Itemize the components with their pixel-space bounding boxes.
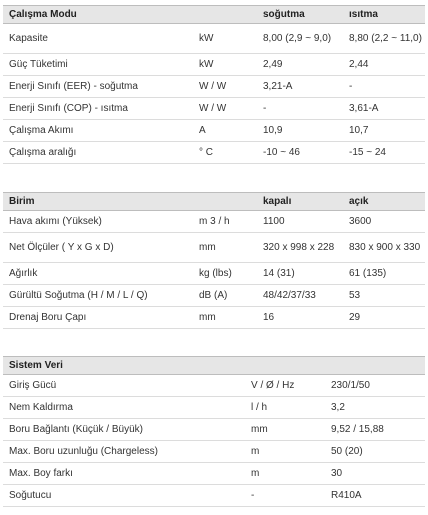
table-row: [3, 98, 425, 120]
header-cell: açık: [343, 193, 425, 211]
row-value: -15 ~ 24: [343, 142, 425, 164]
row-value: 50 (20): [325, 441, 425, 463]
row-unit: A: [193, 120, 257, 142]
header-cell: Çalışma Modu: [3, 6, 193, 24]
row-label: Max. Boru uzunluğu (Chargeless): [3, 441, 245, 463]
row-value: 3,2: [325, 397, 425, 419]
row-value: 230/1/50: [325, 375, 425, 397]
row-unit: kW: [193, 54, 257, 76]
row-value: R410A: [325, 485, 425, 507]
row-value: 61 (135): [343, 263, 425, 285]
header-cell: ısıtma: [343, 6, 425, 24]
row-label: Kapasite: [3, 24, 193, 54]
row-unit: W / W: [193, 98, 257, 120]
row-label: Net Ölçüler ( Y x G x D): [3, 233, 193, 263]
table-row: [3, 263, 425, 285]
table-row: [3, 419, 425, 441]
row-value: -10 ~ 46: [257, 142, 343, 164]
row-unit: -: [245, 485, 325, 507]
header-cell: [193, 6, 257, 24]
row-label: Soğutucu: [3, 485, 245, 507]
header-cell: [325, 357, 425, 375]
row-label: Giriş Gücü: [3, 375, 245, 397]
row-value: 3,61-A: [343, 98, 425, 120]
row-unit: dB (A): [193, 285, 257, 307]
table-row: [3, 441, 425, 463]
row-unit: kg (lbs): [193, 263, 257, 285]
header-cell: kapalı: [257, 193, 343, 211]
row-unit: kW: [193, 24, 257, 54]
table-header-row: [3, 357, 425, 375]
table-row: [3, 142, 425, 164]
operation-mode-table: [3, 5, 425, 164]
header-cell: soğutma: [257, 6, 343, 24]
table-header-row: [3, 193, 425, 211]
table-row: [3, 233, 425, 263]
row-unit: mm: [245, 419, 325, 441]
row-value: 10,9: [257, 120, 343, 142]
row-value: 9,52 / 15,88: [325, 419, 425, 441]
row-unit: V / Ø / Hz: [245, 375, 325, 397]
row-label: Max. Boy farkı: [3, 463, 245, 485]
row-label: Ağırlık: [3, 263, 193, 285]
row-unit: mm: [193, 307, 257, 329]
row-value: 10,7: [343, 120, 425, 142]
row-value: 3600: [343, 211, 425, 233]
row-unit: m: [245, 463, 325, 485]
row-value: 2,49: [257, 54, 343, 76]
row-label: Çalışma aralığı: [3, 142, 193, 164]
unit-table: [3, 192, 425, 329]
row-unit: W / W: [193, 76, 257, 98]
row-unit: m 3 / h: [193, 211, 257, 233]
row-value: 53: [343, 285, 425, 307]
row-value: 830 x 900 x 330: [343, 233, 425, 263]
row-unit: m: [245, 441, 325, 463]
row-value: 30: [325, 463, 425, 485]
header-cell: [193, 193, 257, 211]
row-value: 48/42/37/33: [257, 285, 343, 307]
row-label: Nem Kaldırma: [3, 397, 245, 419]
table-row: [3, 375, 425, 397]
table-row: [3, 285, 425, 307]
row-label: Boru Bağlantı (Küçük / Büyük): [3, 419, 245, 441]
table-row: [3, 485, 425, 507]
row-value: 8,00 (2,9 ~ 9,0): [257, 24, 343, 54]
row-value: 3,21-A: [257, 76, 343, 98]
row-value: -: [343, 76, 425, 98]
row-label: Güç Tüketimi: [3, 54, 193, 76]
table-row: [3, 397, 425, 419]
row-value: 320 x 998 x 228: [257, 233, 343, 263]
header-cell: [245, 357, 325, 375]
row-label: Çalışma Akımı: [3, 120, 193, 142]
row-value: 16: [257, 307, 343, 329]
row-unit: l / h: [245, 397, 325, 419]
header-cell: Birim: [3, 193, 193, 211]
table-row: [3, 463, 425, 485]
table-header-row: [3, 6, 425, 24]
row-unit: ° C: [193, 142, 257, 164]
row-value: 14 (31): [257, 263, 343, 285]
table-row: [3, 54, 425, 76]
row-value: 8,80 (2,2 ~ 11,0): [343, 24, 425, 54]
row-label: Enerji Sınıfı (EER) - soğutma: [3, 76, 193, 98]
table-row: [3, 120, 425, 142]
row-label: Enerji Sınıfı (COP) - ısıtma: [3, 98, 193, 120]
table-row: [3, 24, 425, 54]
row-value: 29: [343, 307, 425, 329]
row-label: Drenaj Boru Çapı: [3, 307, 193, 329]
row-value: 2,44: [343, 54, 425, 76]
row-value: -: [257, 98, 343, 120]
header-cell: Sistem Veri: [3, 357, 245, 375]
system-data-table: [3, 356, 425, 507]
table-row: [3, 76, 425, 98]
row-label: Hava akımı (Yüksek): [3, 211, 193, 233]
row-value: 1100: [257, 211, 343, 233]
table-row: [3, 211, 425, 233]
table-row: [3, 307, 425, 329]
row-label: Gürültü Soğutma (H / M / L / Q): [3, 285, 193, 307]
row-unit: mm: [193, 233, 257, 263]
